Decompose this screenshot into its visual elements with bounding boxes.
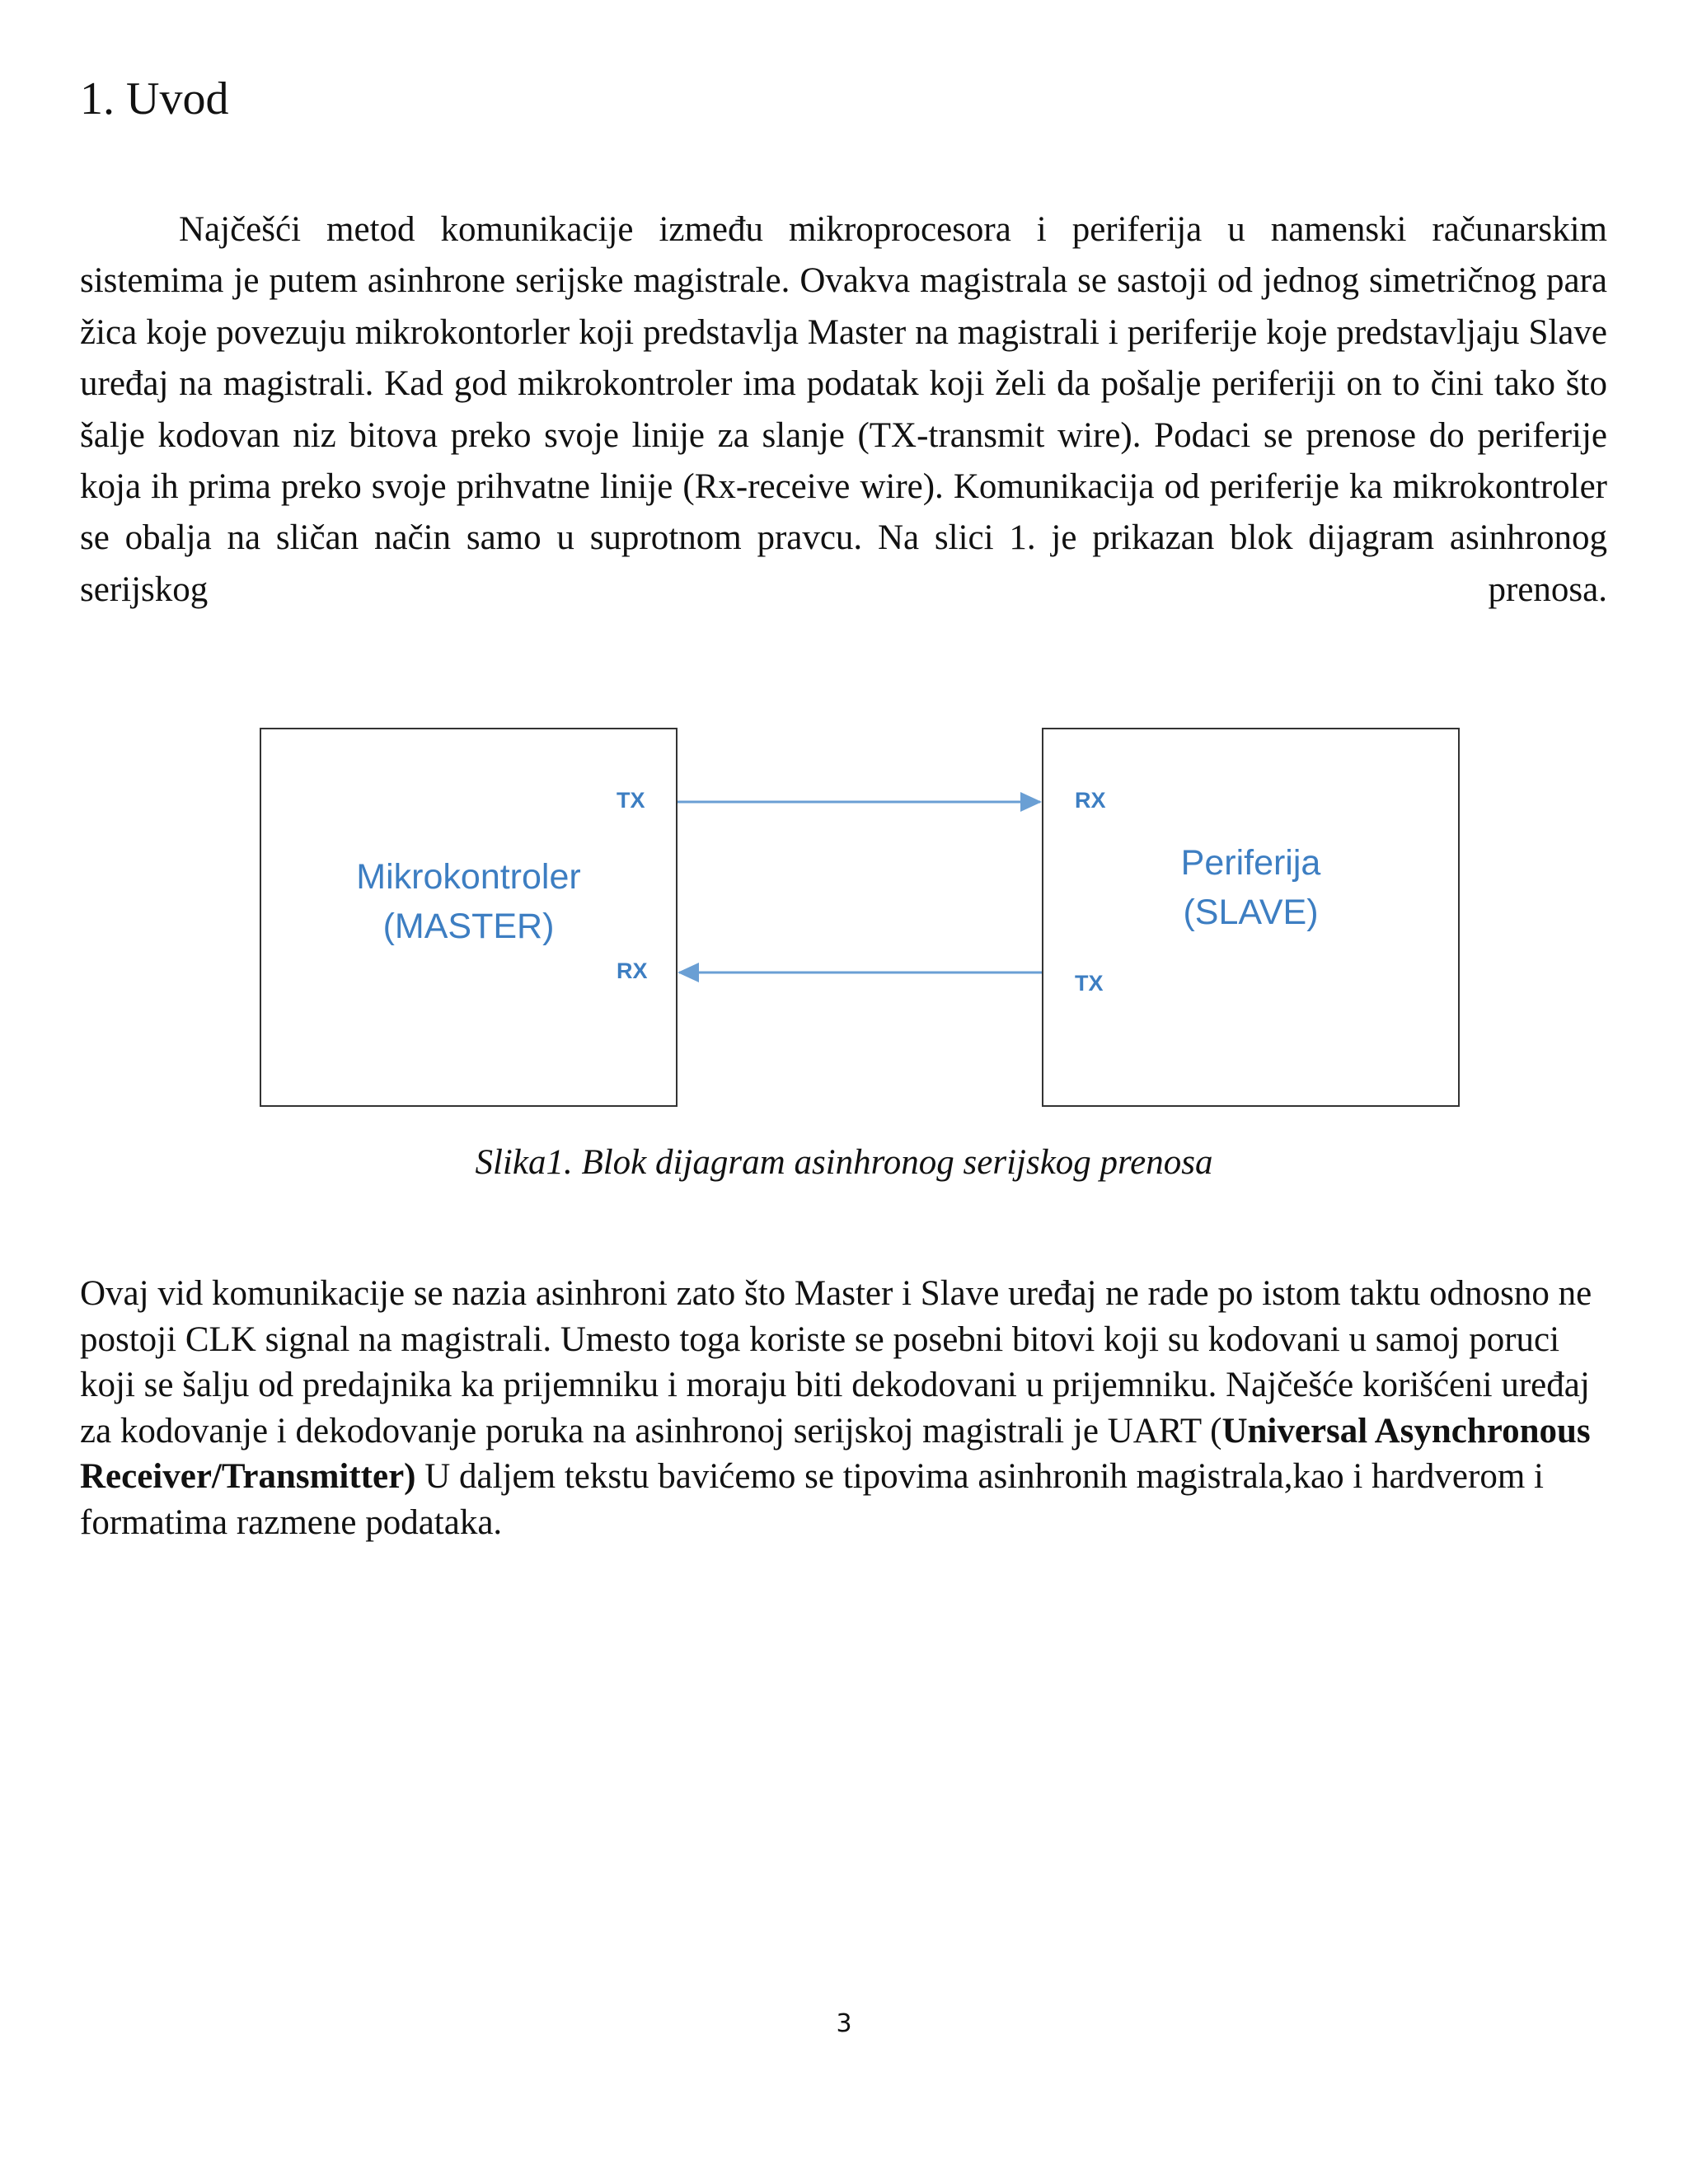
tx-to-rx-arrowhead: [1020, 792, 1042, 812]
master-label-line2: (MASTER): [382, 907, 555, 946]
uart-expansion: Universal Asynchronous Receiver/Transmitter): [80, 1411, 1591, 1496]
slave-label-line2: (SLAVE): [1183, 893, 1319, 932]
body-paragraph: [80, 1271, 1607, 1545]
section-heading: 1. Uvod: [80, 73, 229, 124]
page-number: 3: [836, 2009, 852, 2038]
intro-paragraph: Najčešći metod komunikacije između mikroprocesora i periferija u namenski računarskim sistemima je putem asinhrone serijske magistrale. Ovakva magistrala se sastoji od jednog simetričnog para žica koje povezuju mikrokontorler koji predstavlja Master na magistrali i periferije koje predstavljaju Slave uređaj na magistrali. Kad god mikrokontroler ima podatak koji želi da pošalje periferiji on to čini tako što šalje kodovan niz bitova preko svoje linije za slanje (TX-transmit wire). Podaci se prenose do periferije koja ih prima preko svoje prihvatne linije (Rx-receive wire). Komunikacija od periferije ka mikrokontroler se obalja na sličan način samo u suprotnom pravcu. Na slici 1. je prikazan blok dijagram asinhronog serijskog prenosa.: [80, 210, 1607, 609]
figure-caption: Slika1. Blok dijagram asinhronog serijskog prenosa: [475, 1143, 1213, 1182]
rx-from-tx-arrowhead: [678, 963, 699, 982]
master-tx-port: TX: [617, 788, 645, 813]
slave-tx-port: TX: [1075, 971, 1104, 996]
body-paragraph-text-start: Ovaj vid komunikacije se nazia asinhroni zato što Master i Slave uređaj ne rade po istom taktu odnosno ne postoji CLK signal na magistrali. Umesto toga koriste se posebni bitovi koji su kodovani u samoj poruci koji se šalju od predajnika ka prijemniku i moraju biti dekodovani u prijemniku. Najčešće korišćeni uređaj za kodovanje i dekodovanje poruka na asinhronoj serijskoj magistrali je UART (: [80, 1274, 1592, 1451]
slave-label-line1: Periferija: [1180, 843, 1321, 883]
master-label: [260, 852, 678, 951]
master-rx-port: RX: [617, 958, 648, 983]
master-label-line1: Mikrokontroler: [356, 857, 581, 897]
slave-label: [1042, 838, 1460, 937]
slave-rx-port: RX: [1075, 788, 1106, 813]
body-paragraph-text-end: U daljem tekstu bavićemo se tipovima asinhronih magistrala,kao i hardverom i formatima razmene podataka.: [80, 1457, 1544, 1542]
